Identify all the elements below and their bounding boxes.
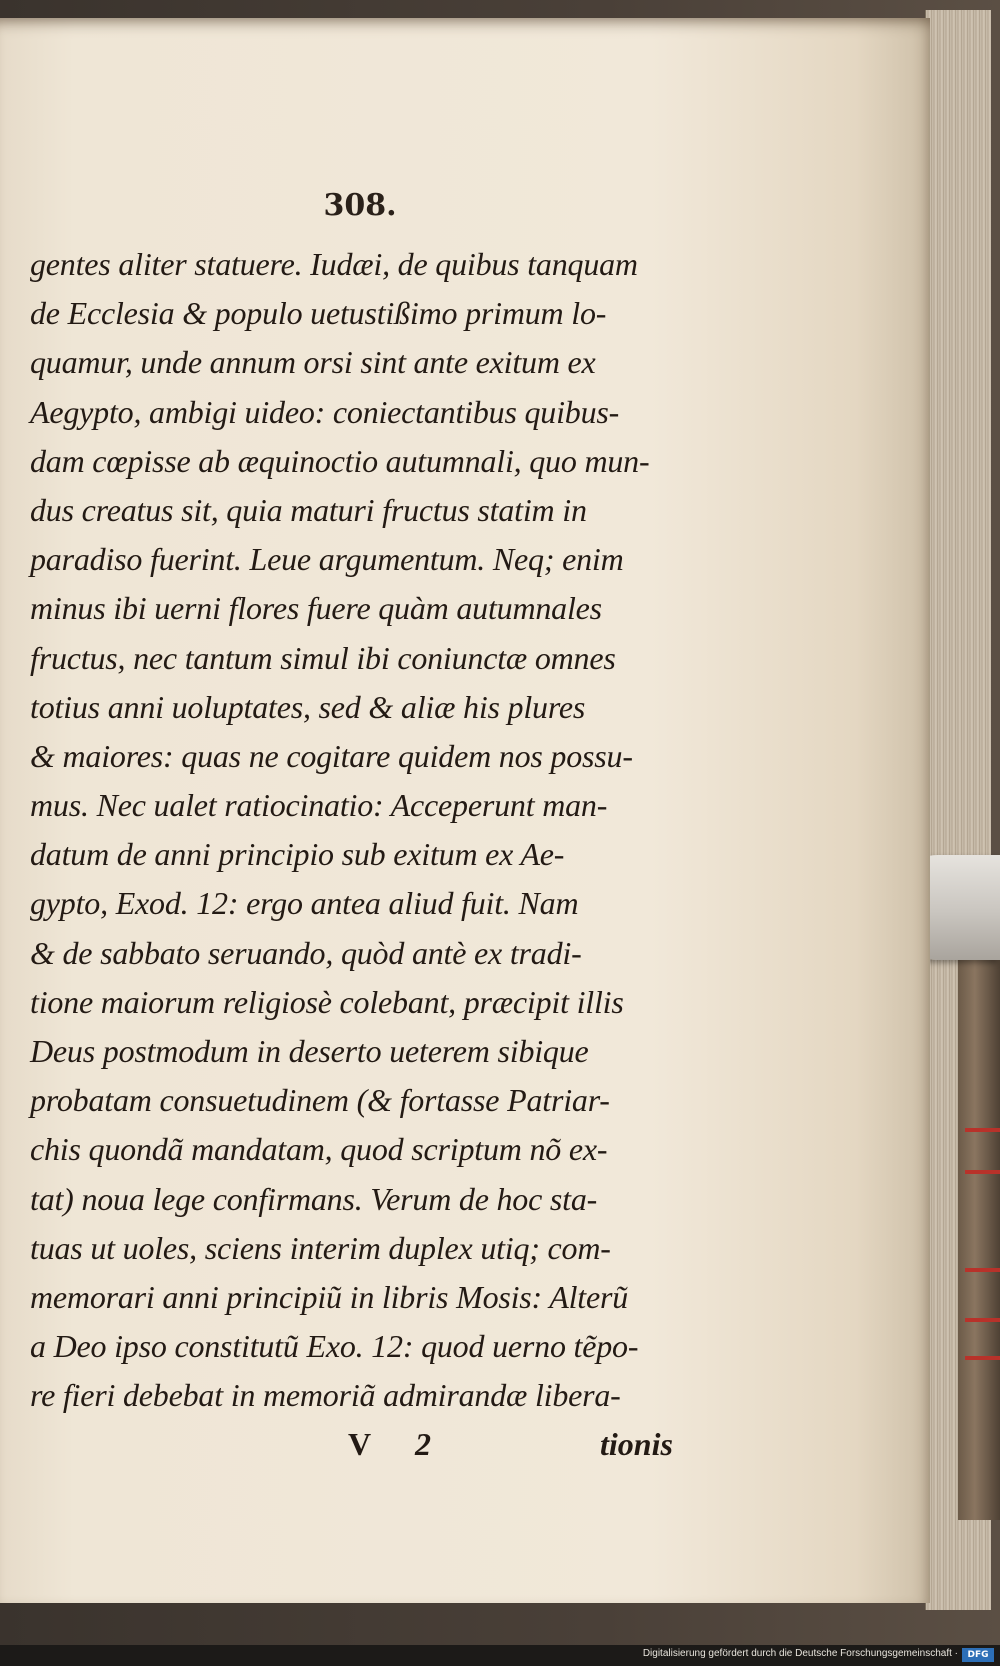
text-line: fructus, nec tantum simul ibi coniunctæ omnes (30, 639, 616, 676)
text-line: tuas ut uoles, sciens interim duplex utiq; com- (30, 1229, 611, 1266)
red-edge-mark (965, 1318, 1000, 1322)
text-line: dus creatus sit, quia maturi fructus statim in (30, 491, 587, 528)
dfg-logo: DFG (962, 1648, 994, 1662)
next-volume-spine (958, 960, 1000, 1520)
text-line: chis quondã mandatam, quod scriptum nõ ex- (30, 1131, 608, 1168)
text-line: quamur, unde annum orsi sint ante exitum ex (30, 344, 596, 381)
text-line: & maiores: quas ne cogitare quidem nos possu- (30, 737, 633, 774)
text-line: a Deo ipso constitutũ Exo. 12: quod uerno tẽpo- (30, 1328, 639, 1365)
text-line: totius anni uoluptates, sed & aliæ his plures (30, 688, 586, 725)
text-line: gentes aliter statuere. Iudæi, de quibus tanquam (30, 246, 638, 282)
funding-credit: Digitalisierung gefördert durch die Deutsche Forschungsgemeinschaft · (642, 1648, 958, 1659)
text-line: gypto, Exod. 12: ergo antea aliud fuit. Nam (30, 885, 579, 922)
text-line: tat) noua lege confirmans. Verum de hoc sta- (30, 1180, 598, 1217)
text-line: minus ibi uerni flores fuere quàm autumnales (30, 590, 602, 627)
text-line: probatam consuetudinem (& fortasse Patriar- (30, 1082, 610, 1119)
text-line: re fieri debebat in memoriã admirandæ libera- (30, 1377, 621, 1414)
page-footer (30, 1426, 673, 1466)
catchword: tionis (600, 1426, 673, 1462)
signature-mark: V (348, 1426, 372, 1462)
text-line: Aegypto, ambigi uideo: coniectantibus quibus- (30, 393, 620, 430)
text-line: paradiso fuerint. Leue argumentum. Neq; enim (30, 541, 624, 578)
body-text (30, 240, 670, 1421)
text-line: Deus postmodum in deserto ueterem sibique (30, 1033, 589, 1069)
red-edge-mark (965, 1356, 1000, 1360)
text-line: tione maiorum religiosè colebant, præcipit illis (30, 983, 624, 1020)
text-line: mus. Nec ualet ratiocinatio: Acceperunt man- (30, 787, 608, 824)
text-line: & de sabbato seruando, quòd antè ex tradi- (30, 934, 582, 971)
text-line: de Ecclesia & populo uetustißimo primum lo- (30, 295, 607, 332)
text-line: memorari anni principiũ in libris Mosis: Alterũ (30, 1278, 629, 1315)
red-edge-mark (965, 1268, 1000, 1272)
signature-number: 2 (415, 1426, 431, 1462)
red-edge-mark (965, 1128, 1000, 1132)
book-page (0, 18, 930, 1603)
text-line: dam cœpisse ab æquinoctio autumnali, quo mun- (30, 442, 650, 479)
red-edge-mark (965, 1170, 1000, 1174)
page-number: 308. (323, 188, 397, 223)
text-line: datum de anni principio sub exitum ex Ae- (30, 836, 565, 873)
